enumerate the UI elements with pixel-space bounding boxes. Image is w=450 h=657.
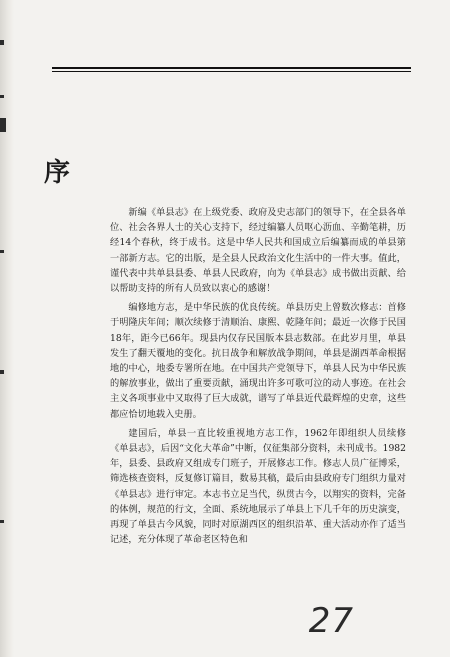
paragraph: 建国后，单县一直比较重视地方志工作，1962年即组织人员续修《单县志》，后因“文化大革命”中断，仅征集部分资料，未刊成书。1982年，县委、县政府又组成专门班子，开展修志工作。修志人员广征博采，筛选核查资料，反复修订篇目，数易其稿，最后由县政府专门组织力量对《单县志》进行审定。本志书立足当代，纵贯古今，以翔实的资料，完备的体例，规范的行文，全面、系统地展示了单县上下几千年的历史演变，再现了单县古今风貌，同时对原湖西区的组织沿革、重大活动亦作了适当记述，充分体现了革命老区特色和: [110, 427, 406, 546]
paragraph: 新编《单县志》在上级党委、政府及史志部门的领导下，在全县各单位、社会各界人士的关心支持下，经过编纂人员呕心沥血、辛勤笔耕，历经14个春秋，终于成书。这是中华人民共和国成立后编纂而成的单县第一部新方志。它的出版，是全县人民政治文化生活中的一件大事。值此，谨代表中共单县县委、单县人民政府，向为《单县志》成书做出贡献、给以帮助支持的所有人员致以衷心的感谢！: [110, 207, 406, 295]
header-rule-thick: [52, 67, 411, 69]
book-spine-edge: [0, 0, 14, 657]
header-rule-thin: [52, 71, 411, 72]
binding-mark: [0, 95, 4, 98]
binding-mark: [0, 370, 4, 374]
binding-mark: [0, 118, 6, 132]
paragraph: 编修地方志，是中华民族的优良传统。单县历史上曾数次修志：首修于明隆庆年间；顺次续修于清顺治、康熙、乾隆年间；最近一次修于民国18年，距今已66年。现县内仅存民国版本县志数部。在此岁月里，单县发生了翻天覆地的变化。抗日战争和解放战争期间，单县是湖西革命根据地的中心，地委专署所在地。在中国共产党领导下，单县人民为中华民族的解放事业，做出了重要贡献，涌现出许多可歌可泣的动人事迹。在社会主义各项事业中又取得了巨大成就，谱写了单县近代最辉煌的史章，这些都应恰切地载入史册。: [110, 302, 406, 420]
binding-mark: [0, 520, 4, 523]
binding-mark: [0, 40, 4, 45]
page-number: 27: [308, 601, 354, 641]
binding-mark: [0, 250, 4, 253]
page-heading: 序: [44, 158, 73, 188]
body-text: [110, 205, 406, 551]
